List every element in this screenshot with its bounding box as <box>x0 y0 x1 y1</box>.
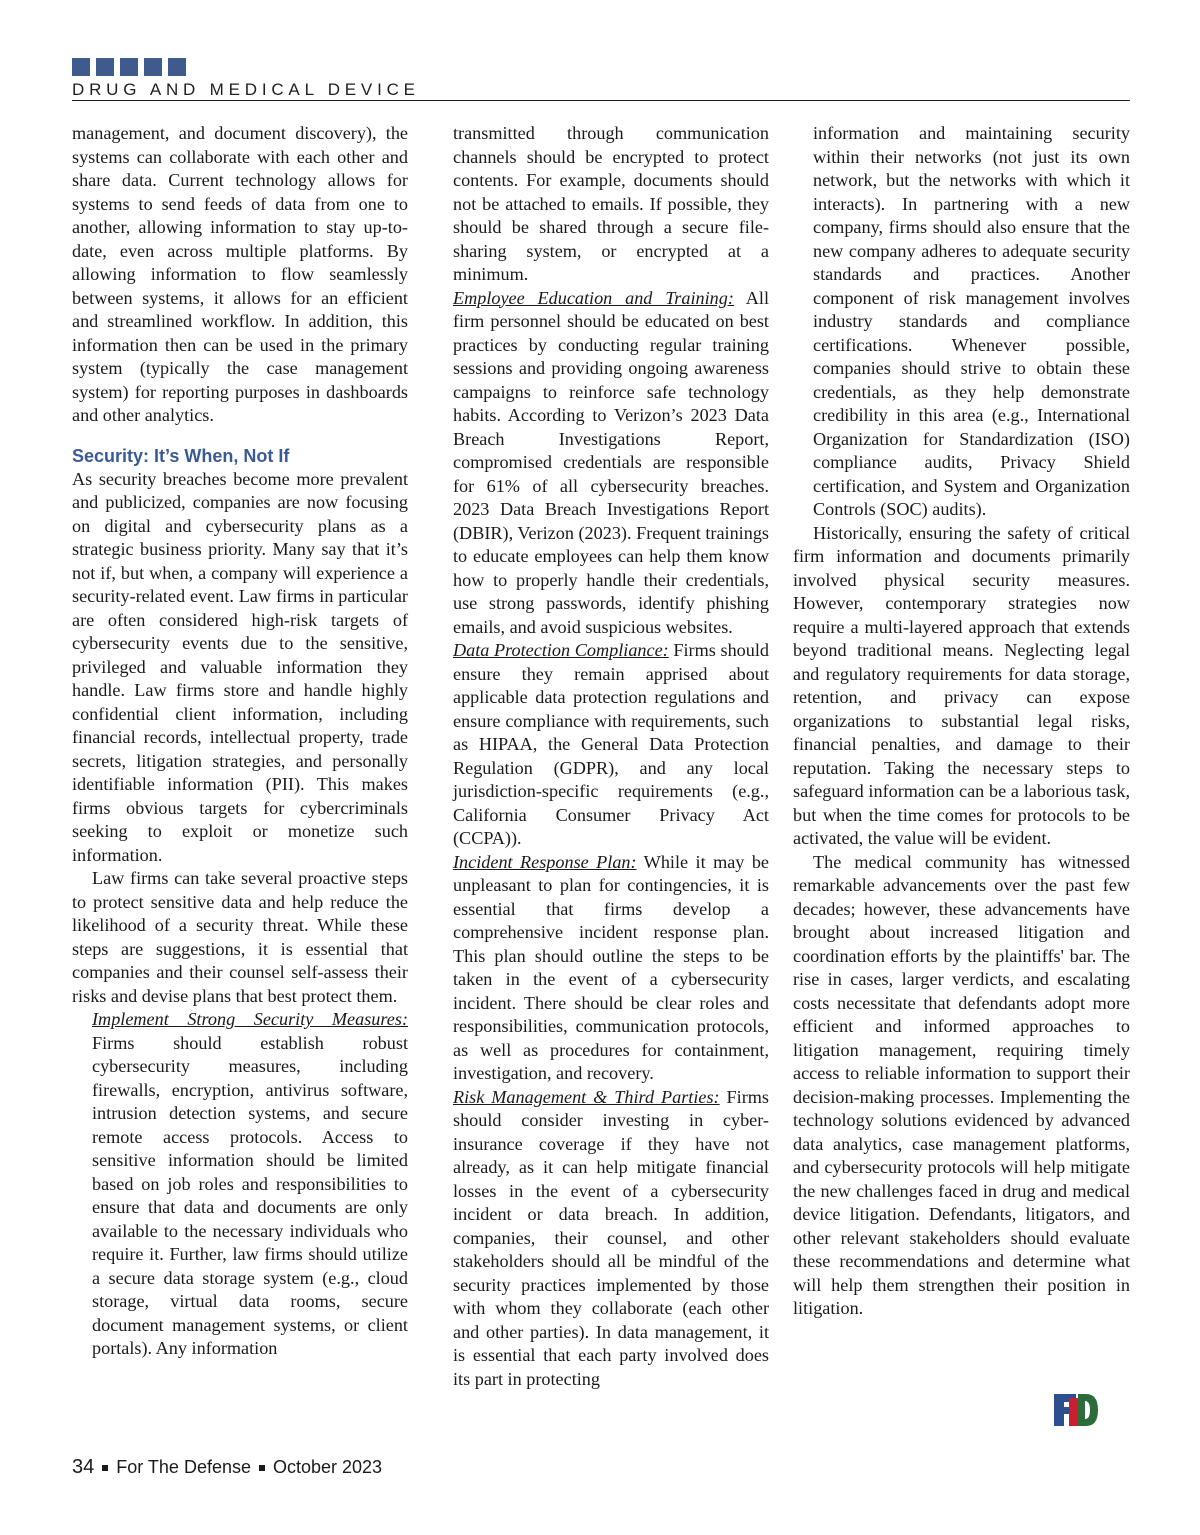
logo-f-mid <box>1054 1407 1071 1414</box>
paragraph-body: While it may be unpleasant to plan for contingencies, it is essential that firms develop a comprehensive incident response plan. This plan should outline the steps to be taken in the event of a cybersecurity incident. There should be clear roles and responsibilities, communication protocols, as well as procedures for containment, investigation, and recovery. <box>453 851 769 1083</box>
run-in-heading: Incident Response Plan: <box>453 851 637 872</box>
section-heading: Security: It’s When, Not If <box>72 445 290 466</box>
run-in-heading: Data Protection Compliance: <box>453 640 669 660</box>
logo-d <box>1078 1394 1098 1426</box>
header-square <box>168 58 186 76</box>
header-square <box>144 58 162 76</box>
paragraph: As security breaches become more prevalent and publicized, companies are now focusing on digital and cybersecurity plans as a strategic business priority. Many say that it’s not if, but when, a company will experience a security-related event. Law firms in particular are often considered high-risk targets of cybersecurity events due to the sensitive, privileged and valuable information they handle. Law firms store and handle highly confidential client information, including financial records, intellectual property, trade secrets, litigation strategies, and personally identifiable information (PII). This makes firms obvious targets for cybercriminals seeking to exploit or monetize such information. <box>72 468 408 865</box>
publication-name: For The Defense <box>116 1457 251 1477</box>
header-rule <box>72 100 1130 101</box>
paragraph-body: Firms should establish robust cybersecurity measures, including firewalls, encryption, antivirus software, intrusion detection systems, and secure remote access protocols. Access to sensitive information should be limited based on job roles and responsibilities to ensure that data and documents are only available to the necessary individuals who require it. Further, law firms should utilize a secure data storage system (e.g., cloud storage, virtual data rooms, secure document management systems, or client portals). Any information <box>92 1032 408 1358</box>
header-square <box>120 58 138 76</box>
header-squares <box>72 58 186 76</box>
publication-date: October 2023 <box>273 1457 383 1477</box>
ftd-logo-icon <box>1054 1392 1098 1428</box>
page-number: 34 <box>72 1456 95 1478</box>
paragraph-body: Firms should ensure they remain apprised about applicable data protection regulations and ensure compliance with requirements, such as HIPAA, the General Data Protection Regulation (GDPR), and any local jurisdiction-specific requirements (e.g., California Consumer Privacy Act (CCPA)). <box>453 640 769 848</box>
paragraph-body: All firm personnel should be educated on best practices by conducting regular training sessions and providing ongoing awareness campaigns to reinforce safe technology habits. According to Verizon’s 2023 Data Breach Investigations Report, compromised credentials are responsible for 61% of all cybersecurity breaches. 2023 Data Breach Investigations Report (DBIR), Verizon (2023). Frequent trainings to educate employees can help them know how to properly handle their credentials, use strong passwords, identify phishing emails, and avoid suspicious websites. <box>453 287 769 637</box>
paragraph <box>453 287 769 640</box>
paragraph: The medical community has witnessed remarkable advancements over the past few decades; however, these advancements have brought about increased litigation and coordination efforts by the plaintiffs' bar. The rise in cases, larger verdicts, and escalating costs necessitate that defendants adopt more efficient and informed approaches to litigation management, requiring timely access to reliable information to support their decision-making processes. Implementing the technology solutions evidenced by advanced data analytics, case management platforms, and cybersecurity protocols will help mitigate the new challenges faced in drug and medical device litigation. Defendants, litigators, and other relevant stakeholders should evaluate these recommendations and determine what will help them strengthen their position in litigation. <box>793 851 1130 1318</box>
page-footer <box>72 1456 382 1479</box>
header-square <box>72 58 90 76</box>
paragraph: transmitted through communication channels should be encrypted to protect contents. For example, documents should not be attached to emails. If possible, they should be shared through a secure file-sharing system, or encrypted at a minimum. <box>453 123 769 284</box>
paragraph <box>453 639 769 851</box>
bullet-separator <box>259 1465 265 1471</box>
paragraph <box>72 1008 408 1361</box>
bullet-separator <box>102 1465 108 1471</box>
header-square <box>96 58 114 76</box>
column-1 <box>72 122 408 1361</box>
paragraph <box>453 851 769 1086</box>
paragraph: information and maintaining security within their networks (not just its own network, but the networks with which it interacts). In partnering with a new company, firms should also ensure that the new company adheres to adequate security standards and practices. Another component of risk management involves industry standards and compliance certifications. Whenever possible, companies should strive to obtain these credentials, as they help demonstrate credibility in this area (e.g., International Organization for Standardization (ISO) compliance audits, Privacy Shield certification, and System and Organization Controls (SOC) audits). <box>813 123 1130 519</box>
run-in-heading: Employee Education and Training: <box>453 287 734 308</box>
column-2 <box>453 122 769 1391</box>
section-title: DRUG AND MEDICAL DEVICE <box>72 80 420 99</box>
paragraph: Historically, ensuring the safety of critical firm information and documents primarily involved physical security measures. However, contemporary strategies now require a multi-layered approach that extends beyond traditional means. Neglecting legal and regulatory requirements for data storage, retention, and privacy can expose organizations to substantial legal risks, financial penalties, and damage to their reputation. Taking the necessary steps to safeguard information can be a laborious task, but when the time comes for protocols to be activated, the value will be evident. <box>793 522 1130 848</box>
paragraph <box>453 1086 769 1392</box>
column-3 <box>793 122 1130 1321</box>
paragraph-body: Firms should consider investing in cyber-insurance coverage if they have not already, as it can help mitigate financial losses in the event of a cybersecurity incident or data breach. In addition, companies, their counsel, and other stakeholders should all be mindful of the security practices implemented by those with whom they collaborate (each other and other parties). In data management, it is essential that each party involved does its part in protecting <box>453 1086 769 1389</box>
run-in-heading: Implement Strong Security Measures: <box>92 1009 408 1029</box>
run-in-heading: Risk Management & Third Parties: <box>453 1086 720 1107</box>
paragraph: Law firms can take several proactive steps to protect sensitive data and help reduce the likelihood of a security threat. While these steps are suggestions, it is essential that companies and their counsel self-assess their risks and devise plans that best protect them. <box>72 868 408 1006</box>
paragraph: management, and document discovery), the systems can collaborate with each other and share data. Current technology allows for systems to send feeds of data from one to another, allowing information to stay up-to-date, even across multiple platforms. By allowing information to flow seamlessly between systems, it allows for an efficient and streamlined workflow. In addition, this information then can be used in the primary system (typically the case management system) for reporting purposes in dashboards and other analytics. <box>72 123 408 425</box>
